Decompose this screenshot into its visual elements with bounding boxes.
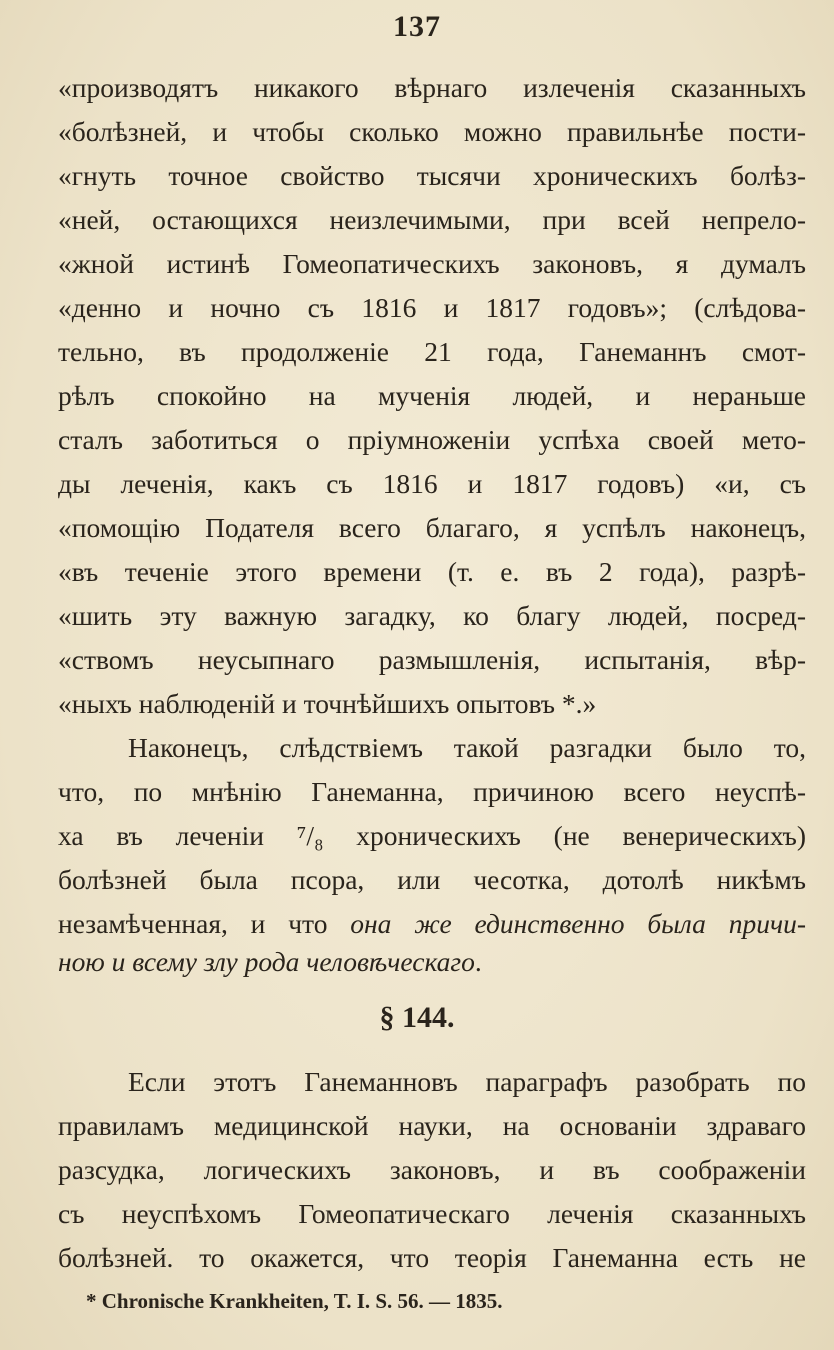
text-line: Наконецъ, слѣдствіемъ такой разгадки было то, bbox=[128, 732, 806, 763]
text-line: «ствомъ неусыпнаго размышленія, испытанія, вѣр- bbox=[58, 644, 806, 675]
text-segment: . bbox=[474, 946, 482, 977]
text-line: сталъ заботиться о пріумноженіи успѣха своей мето- bbox=[58, 424, 806, 455]
text-line: съ неуспѣхомъ Гомеопатическаго леченія сказанныхъ bbox=[58, 1198, 806, 1229]
text-line: «болѣзней, и чтобы сколько можно правильнѣе пости- bbox=[58, 116, 806, 147]
text-line: тельно, въ продолженіе 21 года, Ганеманнъ смот- bbox=[58, 336, 806, 367]
text-line: «жной истинѣ Гомеопатическихъ законовъ, я думалъ bbox=[58, 248, 806, 279]
text-line: «гнуть точное свойство тысячи хроническихъ болѣз- bbox=[58, 160, 806, 191]
text-line: «ныхъ наблюденій и точнѣйшихъ опытовъ *.» bbox=[58, 688, 597, 719]
text-line bbox=[58, 942, 806, 982]
footnote: * Chronische Krankheiten, T. I. S. 56. — 1835. bbox=[86, 1289, 503, 1313]
text-line: разсудка, логическихъ законовъ, и въ соображеніи bbox=[58, 1154, 806, 1185]
text-segment: незамѣченная, и что bbox=[58, 908, 351, 939]
text-line: «помощію Подателя всего благаго, я успѣлъ наконецъ, bbox=[58, 512, 806, 543]
text-line: «шить эту важную загадку, ко благу людей, посред- bbox=[58, 600, 806, 631]
page-number: 137 bbox=[393, 10, 441, 43]
text-line: болѣзней. то окажется, что теорія Ганеманна есть не bbox=[58, 1242, 806, 1273]
text-line: ды леченія, какъ съ 1816 и 1817 годовъ) «и, съ bbox=[58, 468, 806, 499]
text-line: «ней, остающихся неизлечимыми, при всей непрело- bbox=[58, 204, 806, 235]
text-line: рѣлъ спокойно на мученія людей, и нераньше bbox=[58, 380, 806, 411]
italic-emphasis: она же единственно была причи- bbox=[350, 908, 806, 939]
text-line: правиламъ медицинской науки, на основаніи здраваго bbox=[58, 1110, 806, 1141]
text-line: ха въ леченіи ⁷/₈ хроническихъ (не венерическихъ) bbox=[58, 820, 806, 851]
section-heading: § 144. bbox=[379, 1001, 455, 1034]
text-line: «въ теченіе этого времени (т. е. въ 2 года), разрѣ- bbox=[58, 556, 806, 587]
text-line: «производятъ никакого вѣрнаго излеченія сказанныхъ bbox=[58, 72, 806, 103]
text-line: что, по мнѣнію Ганеманна, причиною всего неуспѣ- bbox=[58, 776, 806, 807]
italic-emphasis: ною и всему злу рода человѣческаго bbox=[58, 946, 475, 977]
text-line bbox=[58, 904, 806, 944]
text-line: болѣзней была псора, или чесотка, дотолѣ никѣмъ bbox=[58, 864, 806, 895]
text-line: Если этотъ Ганеманновъ параграфъ разобрать по bbox=[128, 1066, 806, 1097]
text-line: «денно и ночно съ 1816 и 1817 годовъ»; (слѣдова- bbox=[58, 292, 806, 323]
